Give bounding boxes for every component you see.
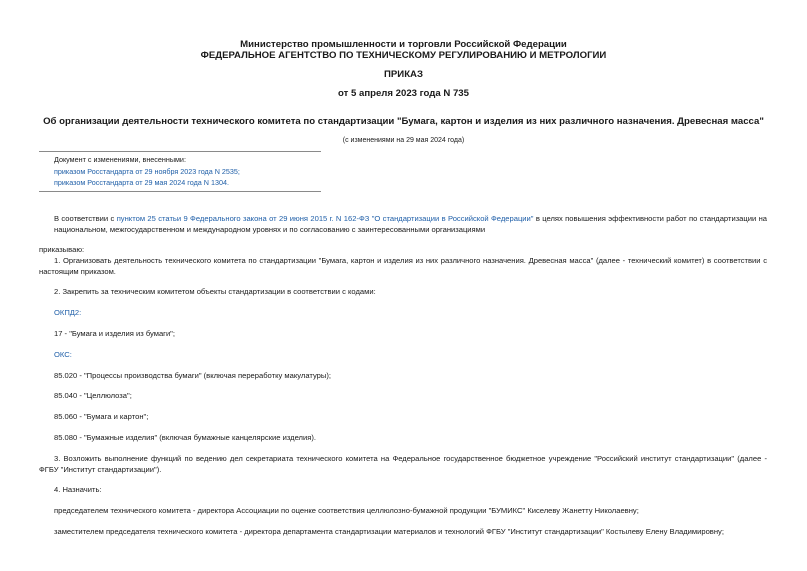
oks-item: 85.080 - "Бумажные изделия" (включая бумажные канцелярские изделия). — [54, 433, 316, 442]
law-link[interactable]: пунктом 25 статьи 9 Федерального закона от 29 июня 2015 г. N 162-ФЗ "О стандартизации в Российской Федерации" — [116, 214, 534, 223]
intro-suffix: в целях повышения эффективности работ по стандартизации на национальном, межгосударственном и международном уровнях и по согласованию с заинтересованными организациями — [54, 214, 768, 234]
paragraph-3: 3. Возложить выполнение функций по ведению дел секретариата технического комитета на Федеральное государственное бюджетное учреждение "Российский институт стандартизации" (далее - ФГБУ "Институт стандартизации"). — [39, 454, 767, 474]
amended-note: (с изменениями на 29 мая 2024 года) — [342, 137, 465, 144]
deputy-appointment: заместителем председателя технического комитета - директора департамента стандартизации материалов и технологий ФГБУ "Институт стандартизации" Костылеву Елену Владимировну; — [54, 527, 724, 536]
oks-label[interactable]: ОКС: — [54, 350, 72, 359]
change-link-1[interactable]: приказом Росстандарта от 29 ноября 2023 года N 2535; — [54, 166, 240, 176]
changes-box — [54, 154, 324, 189]
change-link-2[interactable]: приказом Росстандарта от 29 мая 2024 года N 1304. — [54, 178, 229, 187]
intro-paragraph — [54, 214, 767, 235]
oks-item: 85.020 - "Процессы производства бумаги" (включая переработку макулатуры); — [54, 371, 331, 380]
chair-appointment: председателем технического комитета - директора Ассоциации по оценке соответствия целлюлозно-бумажной продукции "БУМИКС" Киселеву Жанетту Николаевну; — [54, 506, 639, 515]
order-word: приказываю: — [39, 245, 85, 254]
oks-item: 85.040 - "Целлюлоза"; — [54, 391, 132, 400]
oks-item: 85.060 - "Бумага и картон"; — [54, 412, 149, 421]
doc-type: ПРИКАЗ — [384, 69, 423, 80]
date-number: от 5 апреля 2023 года N 735 — [338, 88, 469, 99]
agency-name: ФЕДЕРАЛЬНОЕ АГЕНТСТВО ПО ТЕХНИЧЕСКОМУ РЕГУЛИРОВАНИЮ И МЕТРОЛОГИИ — [200, 50, 607, 61]
changes-top-rule — [39, 151, 321, 152]
okpd-label[interactable]: ОКПД2: — [54, 308, 82, 317]
changes-bottom-rule — [39, 191, 321, 192]
ministry-name: Министерство промышленности и торговли Российской Федерации — [240, 39, 567, 50]
doc-title: Об организации деятельности технического комитета по стандартизации "Бумага, картон и изделия из них различного назначения. Древесная масса" — [43, 116, 764, 127]
okpd-item: 17 - "Бумага и изделия из бумаги"; — [54, 329, 175, 338]
changes-caption: Документ с изменениями, внесенными: — [54, 155, 186, 164]
paragraph-2: 2. Закрепить за техническим комитетом объекты стандартизации в соответствии с кодами: — [54, 287, 376, 296]
paragraph-4: 4. Назначить: — [54, 485, 102, 494]
paragraph-1: 1. Организовать деятельность технического комитета по стандартизации "Бумага, картон и изделия из них различного назначения. Древесная масса" (далее - технический комитет) в соответствии с настоящим приказом. — [39, 256, 767, 276]
intro-prefix: В соответствии с — [54, 214, 117, 223]
